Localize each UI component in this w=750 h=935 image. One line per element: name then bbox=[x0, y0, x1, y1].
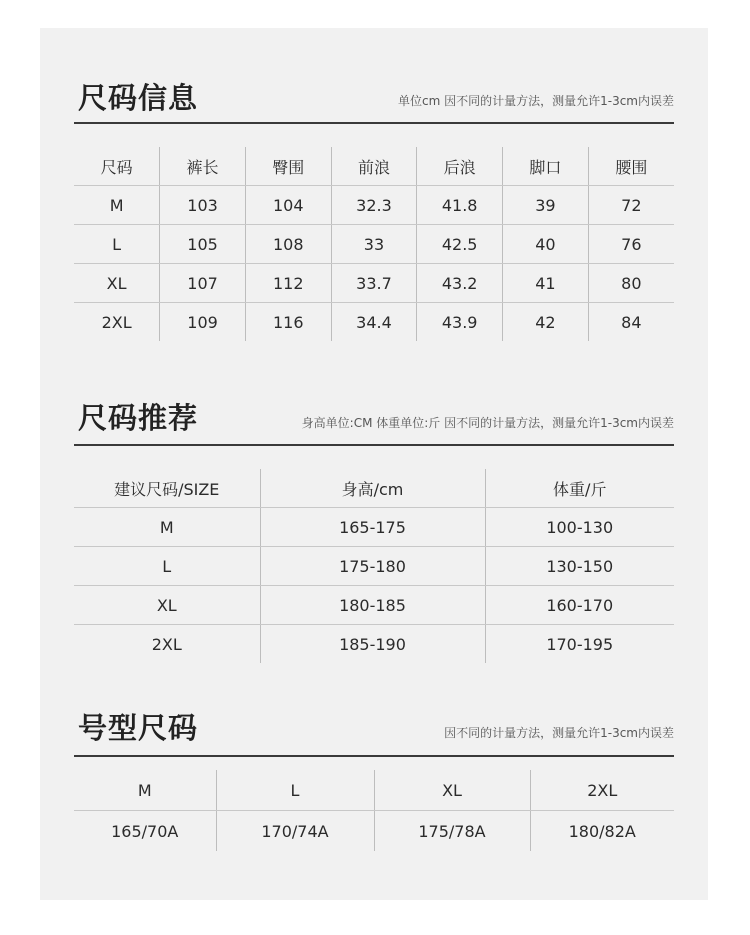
table-row bbox=[74, 186, 674, 225]
table-cell: 104 bbox=[245, 186, 331, 225]
section-divider bbox=[74, 122, 674, 124]
table-cell: 34.4 bbox=[331, 303, 417, 342]
table-header-row bbox=[74, 469, 674, 508]
table-cell: 175-180 bbox=[260, 547, 485, 586]
size-info-section bbox=[74, 70, 674, 345]
table-cell: 43.9 bbox=[417, 303, 503, 342]
table-cell: 39 bbox=[503, 186, 589, 225]
table-cell: 76 bbox=[588, 225, 674, 264]
section-note: 因不同的计量方法，测量允许1-3cm内误差 bbox=[444, 726, 674, 740]
table-cell: 84 bbox=[588, 303, 674, 342]
table-header-row bbox=[74, 147, 674, 186]
header-cell: 脚口 bbox=[503, 147, 589, 186]
table-row bbox=[74, 264, 674, 303]
size-recommend-section bbox=[74, 392, 674, 667]
table-cell: 40 bbox=[503, 225, 589, 264]
table-cell: 33 bbox=[331, 225, 417, 264]
table-cell: XL bbox=[74, 586, 260, 625]
section-title: 尺码信息 bbox=[78, 81, 199, 115]
size-code-section bbox=[74, 702, 674, 862]
section-title: 尺码推荐 bbox=[78, 401, 199, 435]
header-cell: 体重/斤 bbox=[485, 469, 674, 508]
section-divider bbox=[74, 755, 674, 757]
table-cell: 103 bbox=[160, 186, 246, 225]
table-row bbox=[74, 303, 674, 342]
table-cell: 116 bbox=[245, 303, 331, 342]
header-cell: 建议尺码/SIZE bbox=[74, 469, 260, 508]
table-cell: 109 bbox=[160, 303, 246, 342]
section-note: 单位cm 因不同的计量方法，测量允许1-3cm内误差 bbox=[398, 94, 674, 108]
section-title: 号型尺码 bbox=[78, 711, 199, 745]
table-cell: 43.2 bbox=[417, 264, 503, 303]
table-cell: 130-150 bbox=[485, 547, 674, 586]
table-row bbox=[74, 225, 674, 264]
table-cell: 42 bbox=[503, 303, 589, 342]
table-cell: 105 bbox=[160, 225, 246, 264]
table-cell: 33.7 bbox=[331, 264, 417, 303]
table-cell: 41 bbox=[503, 264, 589, 303]
header-cell: 裤长 bbox=[160, 147, 246, 186]
table-cell: 175/78A bbox=[374, 811, 530, 852]
header-cell: XL bbox=[374, 770, 530, 811]
table-cell: 185-190 bbox=[260, 625, 485, 664]
table-cell: 107 bbox=[160, 264, 246, 303]
table-cell: L bbox=[74, 547, 260, 586]
size-recommend-table bbox=[74, 469, 674, 663]
table-cell: 2XL bbox=[101, 312, 132, 332]
size-info-table bbox=[74, 147, 674, 341]
header-cell: 尺码 bbox=[74, 147, 160, 186]
section-divider bbox=[74, 444, 674, 446]
table-row bbox=[74, 547, 674, 586]
header-cell: 身高/cm bbox=[260, 469, 485, 508]
table-cell: 180-185 bbox=[260, 586, 485, 625]
table-cell: 108 bbox=[245, 225, 331, 264]
table-cell: 100-130 bbox=[485, 508, 674, 547]
table-cell: 112 bbox=[245, 264, 331, 303]
header-cell: 腰围 bbox=[588, 147, 674, 186]
table-row bbox=[74, 586, 674, 625]
table-cell: 180/82A bbox=[530, 811, 674, 852]
table-row bbox=[74, 811, 674, 852]
section-note: 身高单位:CM 体重单位:斤 因不同的计量方法，测量允许1-3cm内误差 bbox=[301, 416, 674, 430]
table-cell: M bbox=[74, 186, 160, 225]
table-cell: 170-195 bbox=[485, 625, 674, 664]
header-cell: M bbox=[74, 770, 216, 811]
table-cell: M bbox=[74, 508, 260, 547]
table-row bbox=[74, 508, 674, 547]
table-cell: XL bbox=[74, 264, 160, 303]
header-cell: 臀围 bbox=[245, 147, 331, 186]
table-cell: 170/74A bbox=[216, 811, 374, 852]
table-row bbox=[74, 625, 674, 664]
header-cell: 2XL bbox=[530, 770, 674, 811]
table-cell: 32.3 bbox=[331, 186, 417, 225]
table-cell: 42.5 bbox=[417, 225, 503, 264]
table-cell: 165/70A bbox=[111, 821, 179, 841]
table-cell: 160-170 bbox=[485, 586, 674, 625]
header-cell: 后浪 bbox=[417, 147, 503, 186]
table-cell: 2XL bbox=[151, 634, 182, 654]
header-cell: L bbox=[216, 770, 374, 811]
table-cell: 41.8 bbox=[417, 186, 503, 225]
table-cell: L bbox=[74, 225, 160, 264]
table-cell: 165-175 bbox=[260, 508, 485, 547]
table-cell: 72 bbox=[588, 186, 674, 225]
table-cell: 80 bbox=[588, 264, 674, 303]
table-header-row bbox=[74, 770, 674, 811]
size-code-table bbox=[74, 770, 674, 851]
header-cell: 前浪 bbox=[331, 147, 417, 186]
